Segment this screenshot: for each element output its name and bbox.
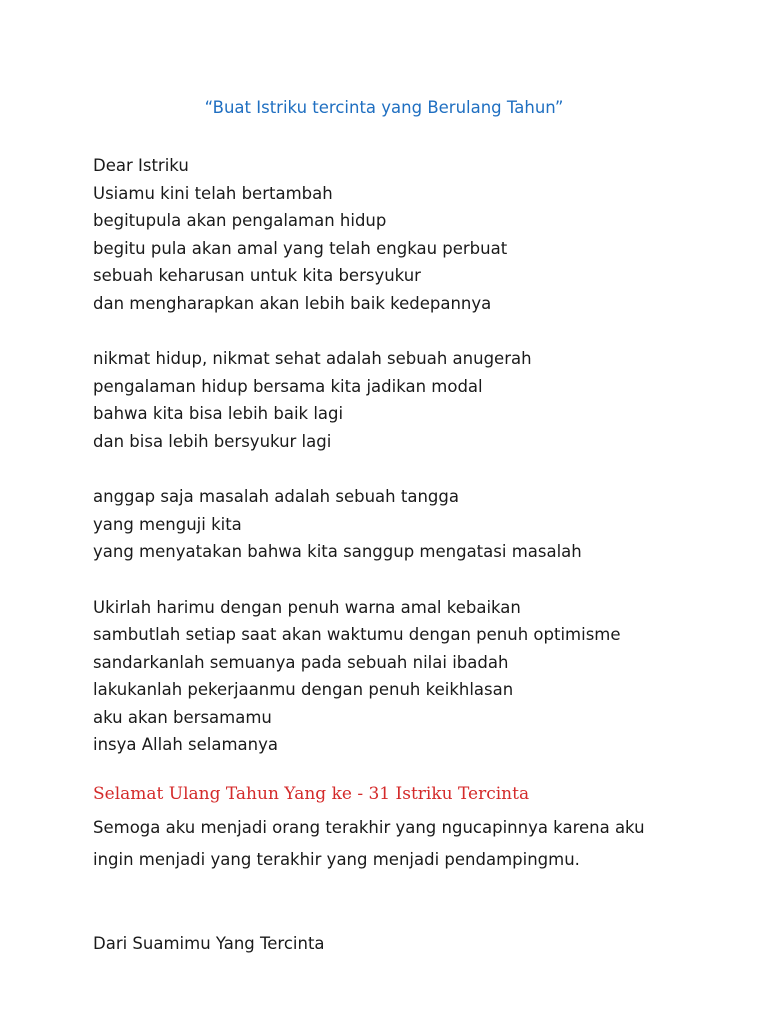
poem-title: “Buat Istriku tercinta yang Berulang Tahun” (204, 98, 564, 117)
stanza-4 (93, 594, 621, 760)
stanza-1 (93, 152, 621, 318)
poem-line: bahwa kita bisa lebih baik lagi (93, 404, 344, 424)
poem-line: sandarkanlah semuanya pada sebuah nilai ibadah (93, 652, 509, 672)
stanza-3 (93, 483, 621, 566)
stanza-2 (93, 345, 621, 455)
signature: Dari Suamimu Yang Tercinta (93, 934, 325, 953)
poem-line: nikmat hidup, nikmat sehat adalah sebuah anugerah (93, 349, 532, 369)
poem-body (93, 152, 621, 787)
poem-line: anggap saja masalah adalah sebuah tangga (93, 487, 459, 507)
poem-line: pengalaman hidup bersama kita jadikan modal (93, 376, 483, 396)
poem-line: yang menguji kita (93, 514, 242, 534)
birthday-greeting: Selamat Ulang Tahun Yang ke - 31 Istriku Tercinta (93, 784, 530, 804)
closing-line: Semoga aku menjadi orang terakhir yang ngucapinnya karena aku (93, 818, 645, 837)
poem-line: sambutlah setiap saat akan waktumu dengan penuh optimisme (93, 625, 621, 645)
poem-line: begitupula akan pengalaman hidup (93, 211, 387, 231)
poem-line: dan mengharapkan akan lebih baik kedepannya (93, 293, 492, 313)
poem-line: dan bisa lebih bersyukur lagi (93, 431, 332, 451)
poem-line: Usiamu kini telah bertambah (93, 183, 333, 203)
closing-line: ingin menjadi yang terakhir yang menjadi pendampingmu. (93, 850, 580, 869)
poem-line: insya Allah selamanya (93, 735, 278, 755)
poem-line: begitu pula akan amal yang telah engkau perbuat (93, 238, 508, 258)
poem-line: Ukirlah harimu dengan penuh warna amal kebaikan (93, 597, 521, 617)
poem-line: Dear Istriku (93, 156, 189, 175)
poem-line: sebuah keharusan untuk kita bersyukur (93, 266, 421, 286)
poem-line: aku akan bersamamu (93, 707, 272, 727)
poem-line: lakukanlah pekerjaanmu dengan penuh keikhlasan (93, 680, 514, 700)
closing-message (93, 812, 645, 876)
poem-line: yang menyatakan bahwa kita sanggup mengatasi masalah (93, 542, 582, 562)
